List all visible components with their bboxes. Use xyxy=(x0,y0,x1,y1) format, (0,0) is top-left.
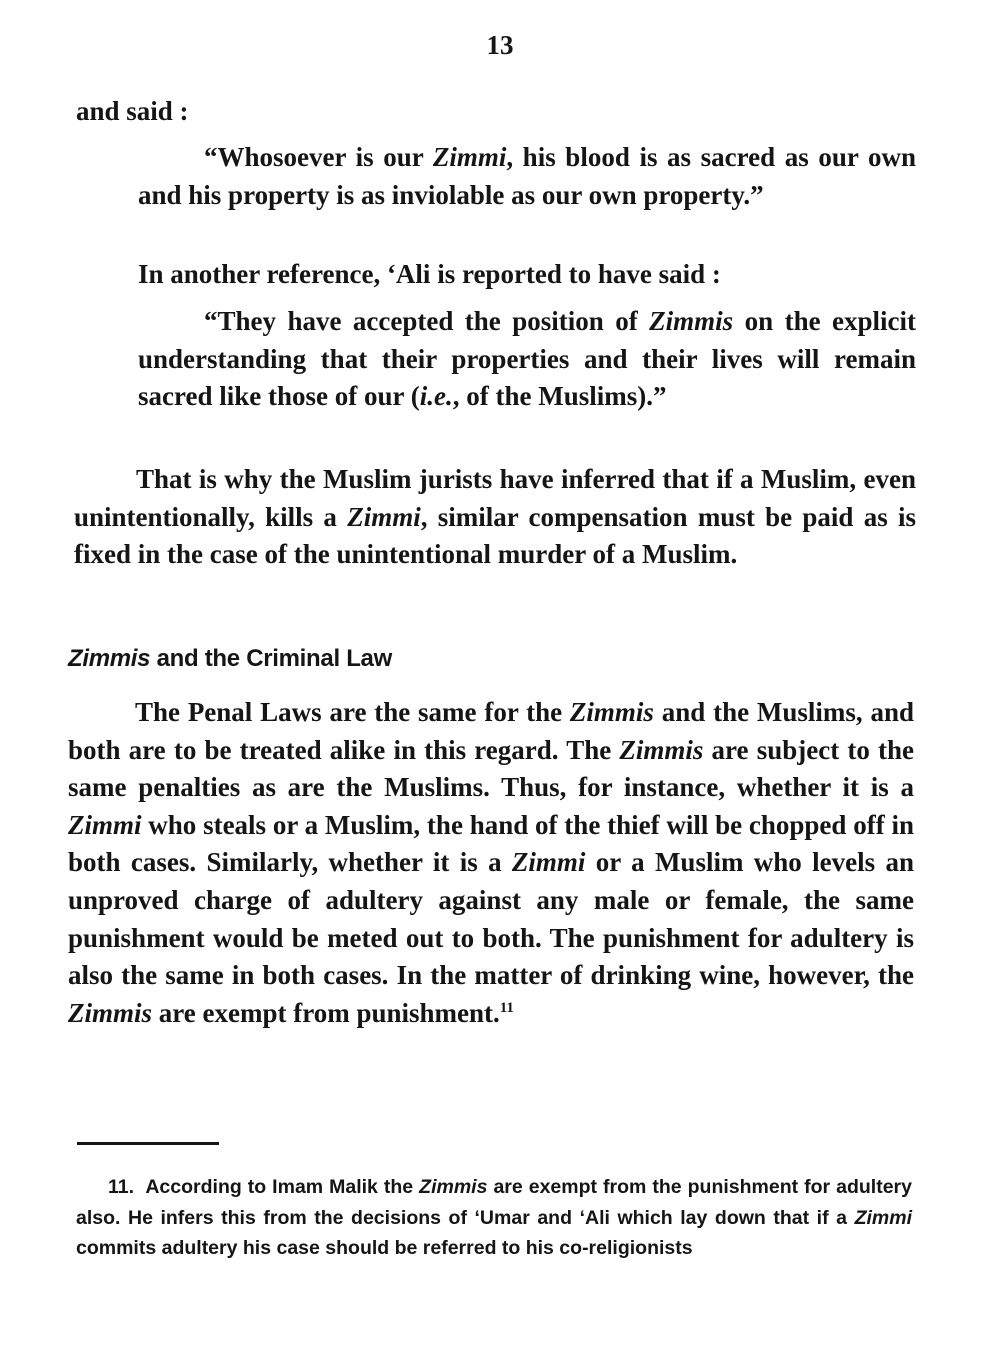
footnote-text: According to Imam Malik the Zimmis are exempt from the punishment for adultery also. He infers this from the decisions of ‘Umar and ‘Ali which lay down that if a Zimmi commits adultery his case should be referred to his co-religionists xyxy=(76,1176,912,1259)
paragraph-penal-laws-text: The Penal Laws are the same for the Zimmis and the Muslims, and both are to be treated alike in this regard. The Zimmis are subject to the same penalties as are the Muslims. Thus, for instance, whether it is a Zimmi who steals or a Muslim, the hand of the thief will be chopped off in both cases. Similarly, whether it is a Zimmi or a Muslim who levels an unproved charge of adultery against any male or female, the same punishment would be meted out to both. The punishment for adultery is also the same in both cases. In the matter of drinking wine, however, the Zimmis are exempt from punishment. xyxy=(68,697,914,1028)
footnote-divider xyxy=(77,1142,219,1145)
footnote xyxy=(76,1172,912,1264)
reference-line: In another reference, ‘Ali is reported to have said : xyxy=(138,259,721,289)
lead-in-text: and said : xyxy=(76,96,189,126)
section-heading: Zimmis and the Criminal Law xyxy=(68,645,392,672)
block-quote-second: “They have accepted the position of Zimmis on the explicit understanding that their properties and their lives will remain sacred like those of our (i.e., of the Muslims).” xyxy=(138,306,916,411)
paragraph-penal-laws xyxy=(68,694,914,1032)
paragraph-jurists: That is why the Muslim jurists have inferred that if a Muslim, even unintentionally, kills a Zimmi, similar compensation must be paid as is fixed in the case of the unintentional murder of a Muslim. xyxy=(74,464,917,569)
footnote-reference: 11 xyxy=(499,999,514,1016)
footnote-number: 11. xyxy=(108,1176,135,1198)
page-number: 13 xyxy=(486,30,514,60)
block-quote-first: “Whosoever is our Zimmi, his blood is as sacred as our own and his property is as inviolable as our own property.” xyxy=(138,142,916,210)
